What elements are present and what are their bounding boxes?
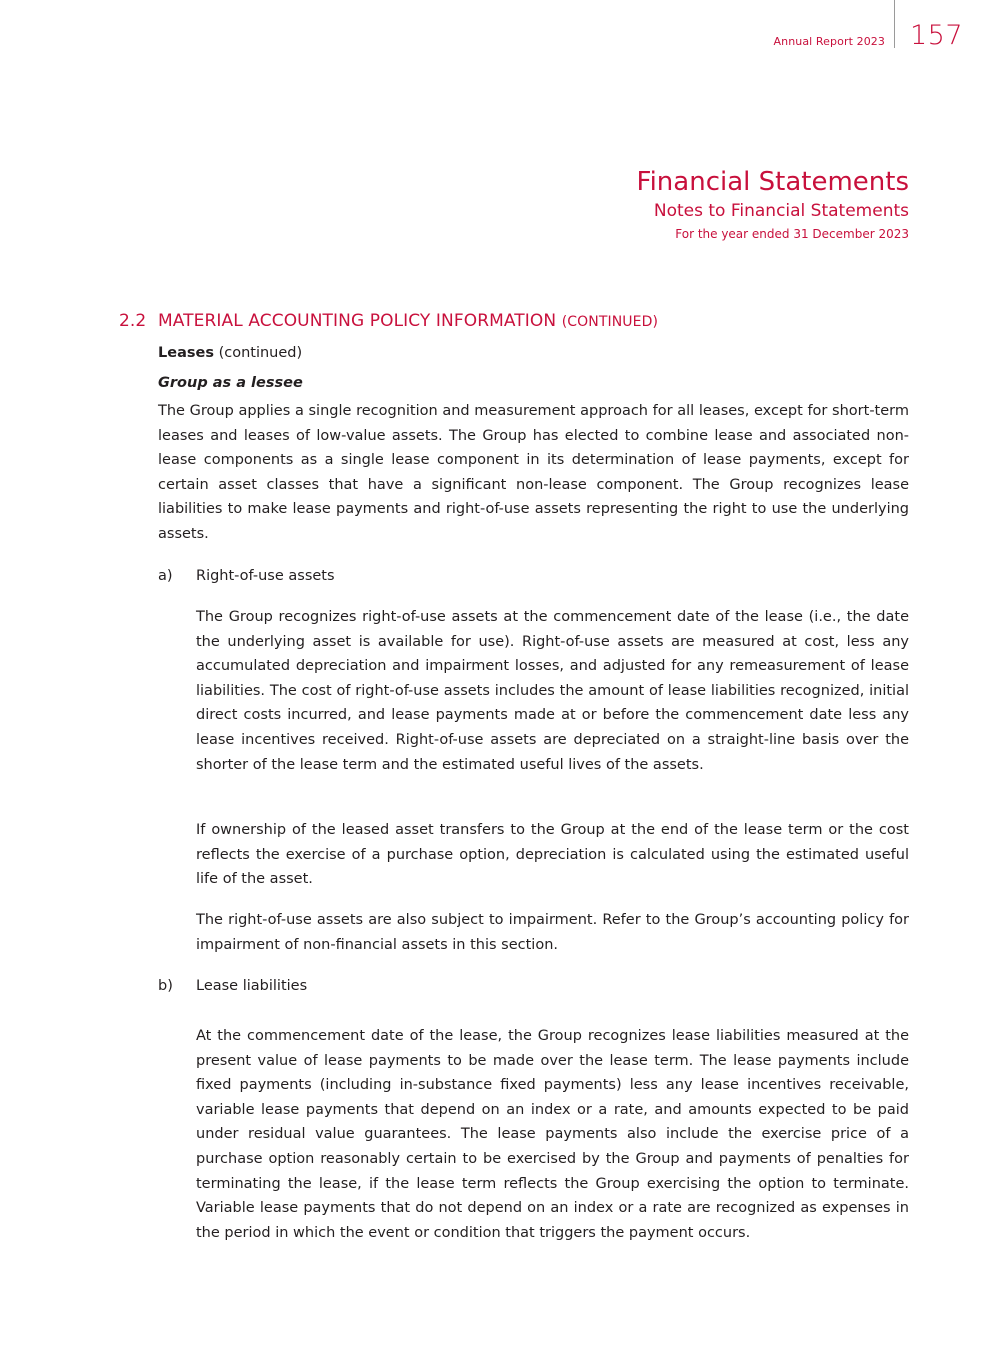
section-continued: (CONTINUED) (561, 314, 659, 330)
item-a-label: a) (158, 568, 173, 584)
leases-continued: (continued) (218, 345, 303, 361)
lessee-subheading: Group as a lessee (158, 375, 303, 391)
item-b-label: b) (158, 978, 173, 994)
page-period: For the year ended 31 December 2023 (675, 227, 909, 241)
item-a-heading (158, 564, 909, 589)
page-subtitle: Notes to Financial Statements (653, 201, 909, 221)
header-divider (894, 0, 895, 48)
item-a-paragraph-3: The right-of-use assets are also subject to impairment. Refer to the Group’s accounting policy for impairment of non-financial assets in this section. (196, 912, 909, 953)
page-number: 157 (910, 20, 964, 51)
page-titles (637, 166, 909, 244)
section-title: MATERIAL ACCOUNTING POLICY INFORMATION (158, 311, 557, 331)
item-b-paragraph-1: At the commencement date of the lease, the Group recognizes lease liabilities measured at the present value of lease payments to be made over the lease term. The lease payments include fixed payments (including in-substance fixed payments) less any lease incentives receivable, variable lease payments that depend on an index or a rate, and amounts expected to be paid under residual value guarantees. The lease payments also include the exercise price of a purchase option reasonably certain to be exercised by the Group and payments of penalties for terminating the lease, if the lease term reflects the Group exercising the option to terminate. Variable lease payments that do not depend on an index or a rate are recognized as expenses in the period in which the event or condition that triggers the payment occurs. (196, 1028, 909, 1241)
item-a-title: Right-of-use assets (196, 568, 335, 584)
section-number: 2.2 (119, 311, 147, 331)
item-a-paragraph-2: If ownership of the leased asset transfers to the Group at the end of the lease term or the cost reflects the exercise of a purchase option, depreciation is calculated using the estimated useful life of the asset. (196, 822, 909, 888)
page-title: Financial Statements (636, 167, 909, 197)
section-heading (119, 311, 658, 331)
leases-heading (158, 341, 909, 366)
item-b-title: Lease liabilities (196, 978, 308, 994)
intro-paragraph: The Group applies a single recognition and measurement approach for all leases, except for short-term leases and leases of low-value assets. The Group has elected to combine lease and associated non-lease components as a single lease component in its determination of lease payments, except for certain asset classes that have a significant non-lease component. The Group recognizes lease liabilities to make lease payments and right-of-use assets representing the right to use the underlying assets. (158, 403, 909, 542)
item-a-paragraph-1: The Group recognizes right-of-use assets at the commencement date of the lease (i.e., the date the underlying asset is available for use). Right-of-use assets are measured at cost, less any accumulated depreciation and impairment losses, and adjusted for any remeasurement of lease liabilities. The cost of right-of-use assets includes the amount of lease liabilities recognized, initial direct costs incurred, and lease payments made at or before the commencement date less any lease incentives received. Right-of-use assets are depreciated on a straight-line basis over the shorter of the lease term and the estimated useful lives of the assets. (196, 609, 909, 773)
item-b-heading (158, 974, 909, 999)
report-name: Annual Report 2023 (773, 35, 885, 48)
leases-heading-label: Leases (158, 345, 214, 361)
